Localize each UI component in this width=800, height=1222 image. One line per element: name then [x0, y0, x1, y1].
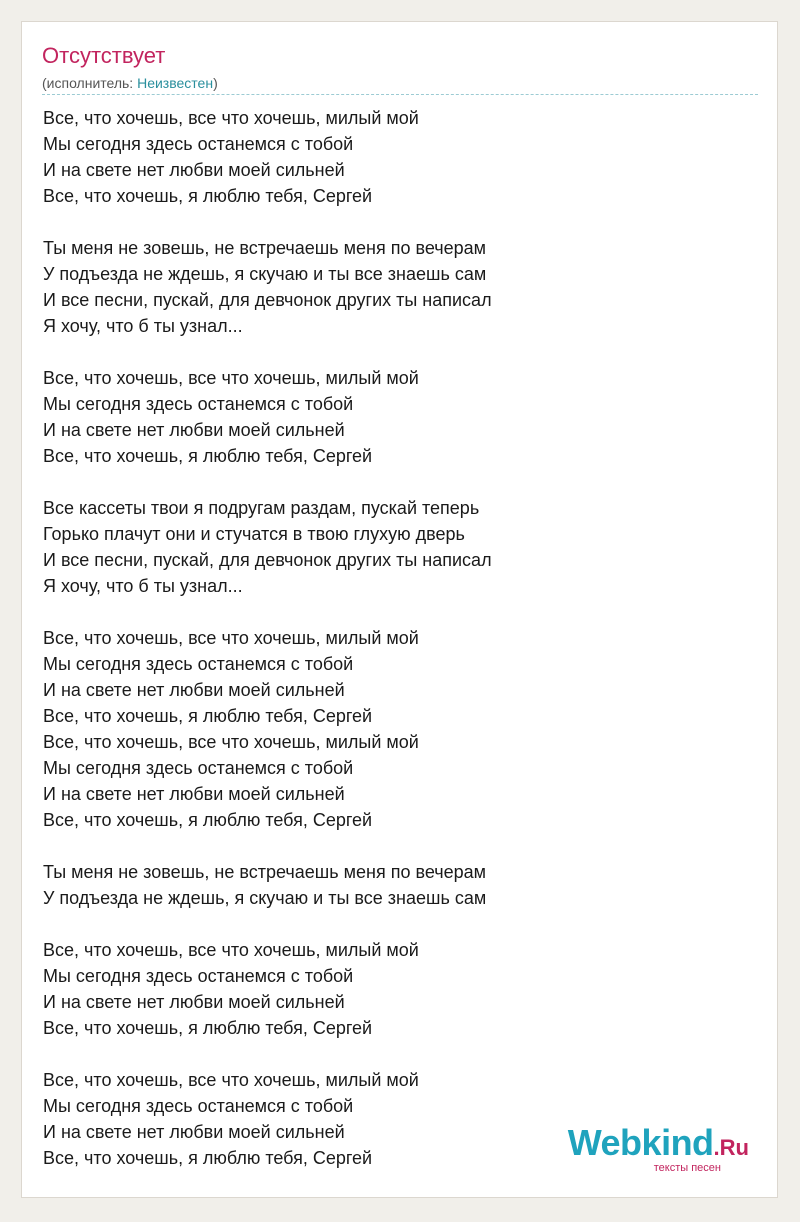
- lyrics-line: И на свете нет любви моей сильней: [43, 992, 345, 1012]
- artist-link[interactable]: Неизвестен: [137, 75, 214, 91]
- title-divider: [42, 94, 758, 95]
- lyrics-line: Ты меня не зовешь, не встречаешь меня по вечерам: [43, 238, 487, 258]
- lyrics-line: И на свете нет любви моей сильней: [43, 420, 345, 440]
- lyrics-stanza: [43, 495, 743, 599]
- lyrics-line: Все, что хочешь, все что хочешь, милый мой: [43, 628, 419, 648]
- lyrics-line: Мы сегодня здесь останемся с тобой: [43, 654, 354, 674]
- lyrics-line: Я хочу, что б ты узнал...: [43, 316, 243, 336]
- lyrics-line: Я хочу, что б ты узнал...: [43, 576, 243, 596]
- lyrics-card: [21, 21, 778, 1198]
- lyrics-line: Все, что хочешь, все что хочешь, милый мой: [43, 732, 419, 752]
- site-logo[interactable]: [567, 1122, 749, 1174]
- lyrics-line: И на свете нет любви моей сильней: [43, 160, 345, 180]
- lyrics-line: И все песни, пускай, для девчонок других ты написал: [43, 290, 492, 310]
- lyrics-line: Мы сегодня здесь останемся с тобой: [43, 966, 354, 986]
- artist-suffix: ): [213, 75, 218, 91]
- logo-main-text: Webkind: [567, 1122, 714, 1163]
- lyrics-line: Все кассеты твои я подругам раздам, пускай теперь: [43, 498, 480, 518]
- lyrics-stanza: [43, 937, 743, 1041]
- lyrics-line: Все, что хочешь, я люблю тебя, Сергей: [43, 186, 373, 206]
- lyrics-line: И все песни, пускай, для девчонок других ты написал: [43, 550, 492, 570]
- lyrics-line: Все, что хочешь, все что хочешь, милый мой: [43, 108, 419, 128]
- lyrics-stanza: [43, 235, 743, 339]
- song-title: Отсутствует: [42, 43, 166, 68]
- logo-suffix: .Ru: [713, 1135, 749, 1160]
- lyrics-line: Мы сегодня здесь останемся с тобой: [43, 394, 354, 414]
- lyrics-line: Мы сегодня здесь останемся с тобой: [43, 134, 354, 154]
- lyrics-line: Мы сегодня здесь останемся с тобой: [43, 1096, 354, 1116]
- lyrics-line: У подъезда не ждешь, я скучаю и ты все знаешь сам: [43, 264, 487, 284]
- lyrics-line: Ты меня не зовешь, не встречаешь меня по вечерам: [43, 862, 487, 882]
- lyrics-line: Все, что хочешь, все что хочешь, милый мой: [43, 1070, 419, 1090]
- lyrics-line: Все, что хочешь, я люблю тебя, Сергей: [43, 1018, 373, 1038]
- lyrics-line: Все, что хочешь, я люблю тебя, Сергей: [43, 810, 373, 830]
- lyrics-line: У подъезда не ждешь, я скучаю и ты все знаешь сам: [43, 888, 487, 908]
- lyrics-line: И на свете нет любви моей сильней: [43, 680, 345, 700]
- lyrics-body: [43, 105, 743, 1197]
- lyrics-stanza: [43, 625, 743, 833]
- lyrics-line: Все, что хочешь, все что хочешь, милый мой: [43, 940, 419, 960]
- lyrics-line: И на свете нет любви моей сильней: [43, 1122, 345, 1142]
- lyrics-stanza: [43, 365, 743, 469]
- artist-prefix: (исполнитель:: [42, 75, 138, 91]
- logo-tagline: тексты песен: [653, 1162, 721, 1174]
- lyrics-line: Все, что хочешь, все что хочешь, милый мой: [43, 368, 419, 388]
- lyrics-line: Мы сегодня здесь останемся с тобой: [43, 758, 354, 778]
- lyrics-line: Горько плачут они и стучатся в твою глухую дверь: [43, 524, 465, 544]
- lyrics-line: Все, что хочешь, я люблю тебя, Сергей: [43, 706, 373, 726]
- lyrics-line: И на свете нет любви моей сильней: [43, 784, 345, 804]
- lyrics-stanza: [43, 105, 743, 209]
- lyrics-stanza: [43, 859, 743, 911]
- lyrics-line: Все, что хочешь, я люблю тебя, Сергей: [43, 1148, 373, 1168]
- artist-line: [42, 74, 218, 92]
- logo-wordmark: [567, 1122, 749, 1166]
- lyrics-line: Все, что хочешь, я люблю тебя, Сергей: [43, 446, 373, 466]
